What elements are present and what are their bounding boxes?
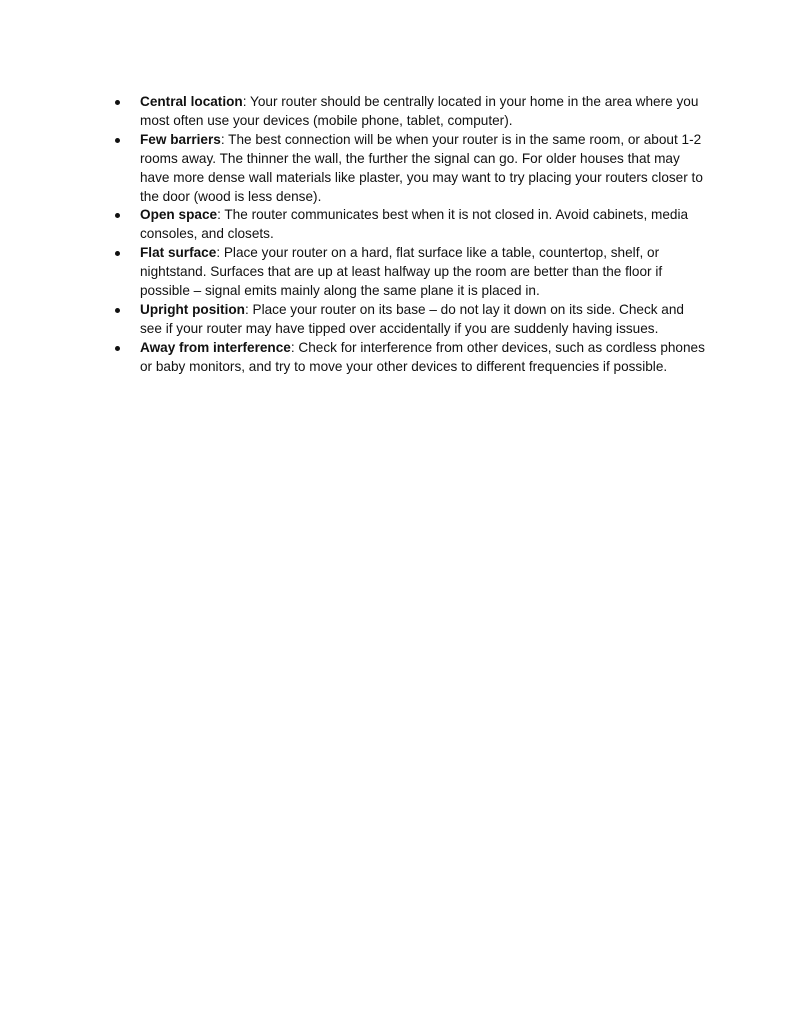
bullet-icon	[115, 308, 120, 313]
bullet-icon	[115, 100, 120, 105]
tip-text: : Your router should be centrally located in your home in the area where you most often use your devices (mobile phone, tablet, computer).	[140, 94, 699, 128]
tip-title: Central location	[140, 94, 243, 109]
bullet-icon	[115, 346, 120, 351]
bullet-icon	[115, 251, 120, 256]
list-item	[115, 131, 705, 207]
list-item	[115, 339, 705, 377]
bullet-icon	[115, 213, 120, 218]
tip-text: : Place your router on a hard, flat surface like a table, countertop, shelf, or nightstand. Surfaces that are up at least halfway up the room are better than the floor if possible – signal emits mainly along the same plane it is placed in.	[140, 245, 663, 299]
tip-title: Flat surface	[140, 245, 217, 261]
list-item	[115, 301, 705, 339]
tip-title: Upright position	[140, 301, 245, 317]
tip-text: : The best connection will be when your router is in the same room, or about 1-2 rooms away. The thinner the wall, the further the signal can go. For older houses that may have more dense wall materials like plaster, you may want to try placing your routers closer to the door (wood is less dense).	[140, 131, 703, 204]
tip-text: : The router communicates best when it is not closed in. Avoid cabinets, media consoles, and closets.	[140, 207, 689, 242]
tip-title: Few barriers	[140, 131, 221, 147]
tip-title: Away from interference	[140, 339, 291, 355]
tip-title: Open space	[140, 207, 218, 223]
router-placement-tips-list	[115, 93, 705, 377]
list-item	[115, 244, 705, 301]
list-item	[115, 206, 705, 244]
tip-text: : Place your router on its base – do not lay it down on its side. Check and see if your router may have tipped over accidentally if you are suddenly having issues.	[140, 301, 684, 336]
bullet-icon	[115, 138, 120, 143]
tip-text: : Check for interference from other devices, such as cordless phones or baby monitors, and try to move your other devices to different frequencies if possible.	[140, 339, 705, 374]
list-item	[115, 93, 705, 131]
